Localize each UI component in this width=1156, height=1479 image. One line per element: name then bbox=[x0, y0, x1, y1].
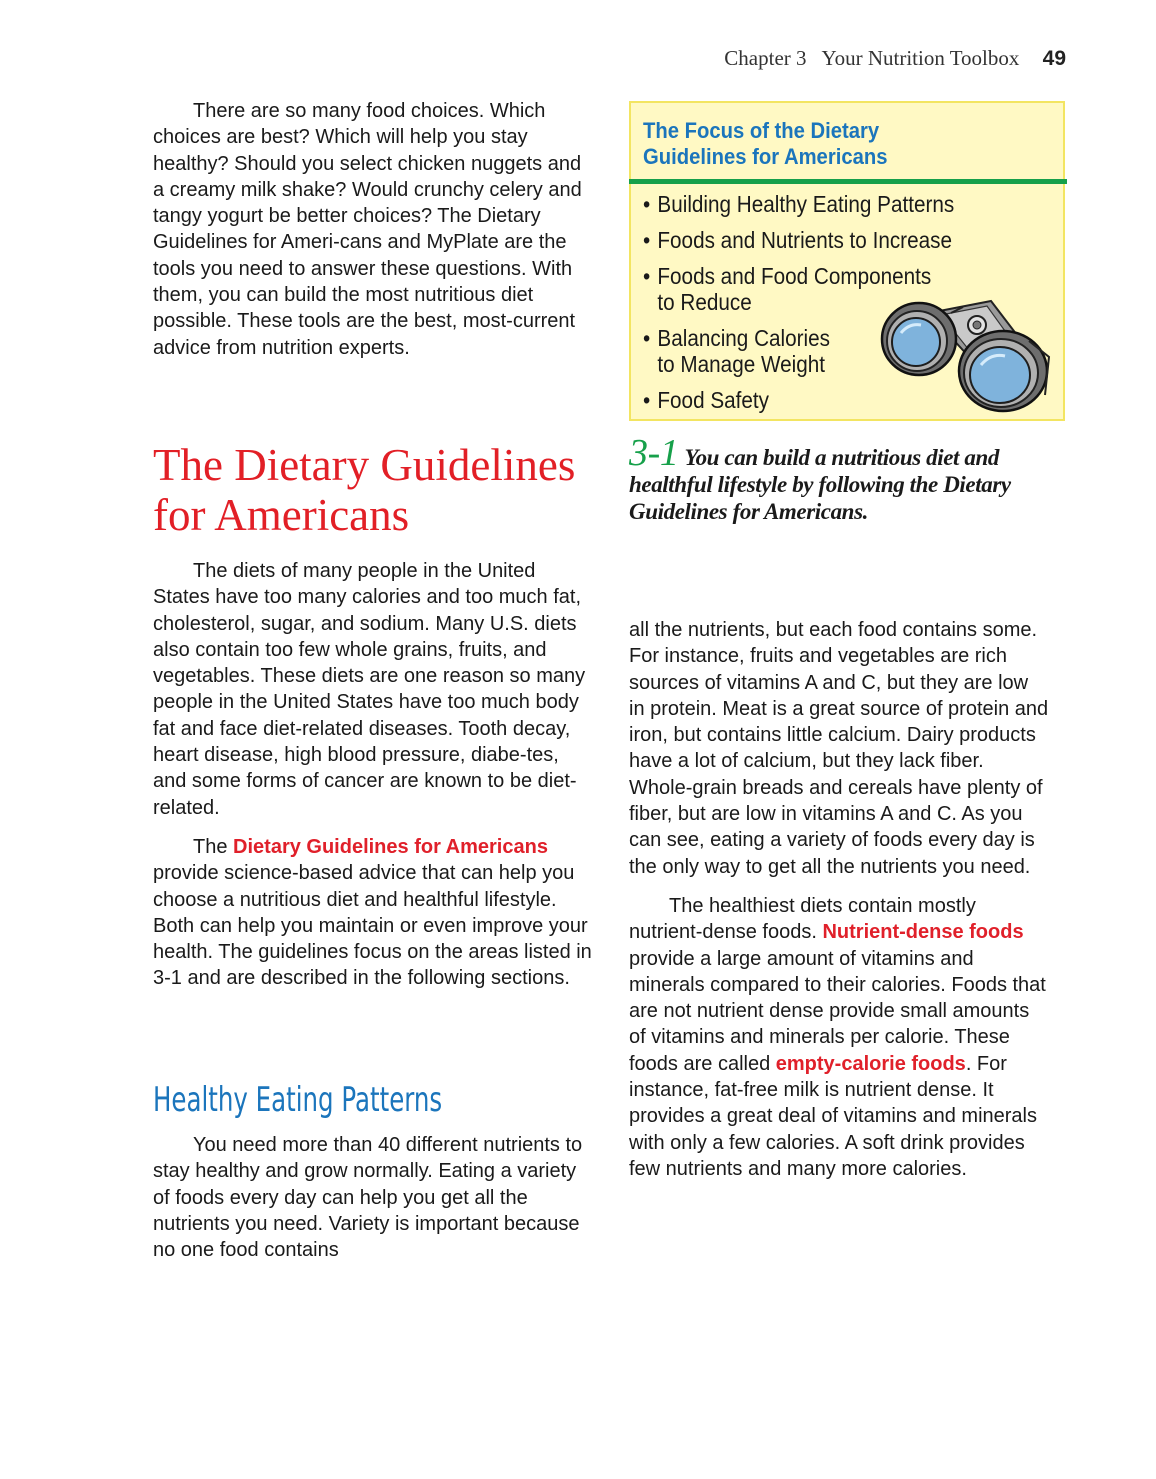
section-heading-line2: for Americans bbox=[153, 490, 410, 540]
figure-title-line1: The Focus of the Dietary bbox=[643, 118, 880, 143]
figure-title-line2: Guidelines for Americans bbox=[643, 144, 888, 169]
section-paragraph-1: The diets of many people in the United States have too many calories and too much fat, cholesterol, sugar, and sodium. Many U.S. diets also contain too few whole grains, fruits, and vegetables. These diets are one reason so many people in the United States have too much body fat and face diet-related diseases. Tooth decay, heart disease, high blood pressure, diabe-tes, and some forms of cancer are known to be diet-related. bbox=[153, 560, 586, 819]
right-paragraph-2 bbox=[629, 893, 1049, 1182]
para2-after: provide science-based advice that can help you choose a nutritious diet and healthful lifestyle. Both can help you maintain or even improve your health. The guidelines focus on the areas listed in 3-1 and are described in the following sections. bbox=[153, 862, 592, 990]
section-paragraph-2 bbox=[153, 834, 593, 992]
figure-number: 3-1 bbox=[629, 432, 679, 474]
section-heading bbox=[153, 440, 603, 540]
item-text: Foods and Food Components bbox=[657, 263, 932, 289]
figure-caption bbox=[629, 432, 1059, 525]
figure-divider bbox=[629, 179, 1067, 184]
figure-list-item bbox=[643, 227, 954, 253]
intro-paragraph: There are so many food choices. Which choices are best? Which will help you stay healthy? Should you select chicken nuggets and a creamy milk shake? Would crunchy celery and tangy yogurt be better choices? The Dietary Guidelines for Ameri-cans and MyPlate are the tools you need to answer these questions. With them, you can build the most nutritious diet possible. These tools are the best, most-current advice from nutrition experts. bbox=[153, 100, 582, 359]
para-text: . For instance, fat-free milk is nutrient dense. It provides a great deal of vitamins and minerals with only a few calories. A soft drink provides few nutrients and many more calories. bbox=[629, 1052, 1037, 1180]
right-column-body bbox=[629, 617, 1049, 1182]
item-text-cont: to Manage Weight bbox=[657, 351, 826, 377]
item-text: Food Safety bbox=[657, 387, 770, 413]
para-text: provide a large amount of vitamins and minerals compared to their calories. Foods that are not nutrient dense provide small amounts of vitamins and minerals per calorie. These foods are called bbox=[629, 947, 1046, 1075]
bullet-icon: • bbox=[643, 227, 651, 253]
intro-block bbox=[153, 98, 593, 361]
item-text: Balancing Calories bbox=[657, 325, 831, 351]
binoculars-icon bbox=[879, 295, 1059, 413]
right-paragraph-1: all the nutrients, but each food contains some. For instance, fruits and vegetables are rich sources of vitamins A and C, but they are low in protein. Meat is a great source of protein and iron, but contains little calcium. Dairy products have a lot of calcium, but they lack fiber. Whole-grain breads and cereals have plenty of fiber, but are low in vitamins A and C. As you can see, eating a variety of foods every day is the only way to get all the nutrients you need. bbox=[629, 619, 1049, 878]
figure-title bbox=[643, 118, 974, 170]
figure-list-item bbox=[643, 191, 954, 217]
page-number: 49 bbox=[1042, 47, 1066, 70]
caption-text: You can build a nutritious diet and healthful lifestyle by following the Dietary Guidelines for Americans. bbox=[629, 445, 1011, 524]
term-nutrient-dense: Nutrient-dense foods bbox=[822, 921, 1024, 944]
figure-box bbox=[629, 101, 1065, 421]
item-text: Building Healthy Eating Patterns bbox=[657, 191, 955, 217]
bullet-icon: • bbox=[643, 263, 651, 289]
section-body bbox=[153, 558, 593, 992]
para-text: The healthiest diets contain mostly nutrient-dense foods. bbox=[629, 894, 976, 944]
bullet-icon: • bbox=[643, 325, 651, 351]
chapter-title: Your Nutrition Toolbox bbox=[821, 46, 1020, 70]
subsection-paragraph: You need more than 40 different nutrients to stay healthy and grow normally. Eating a variety of foods every day can help you get all the nutrients you need. Variety is important because no one food contains bbox=[153, 1134, 583, 1262]
bullet-icon: • bbox=[643, 191, 651, 217]
running-header bbox=[724, 46, 1066, 71]
item-text-cont: to Reduce bbox=[657, 289, 752, 315]
term-empty-calorie: empty-calorie foods bbox=[775, 1052, 966, 1075]
subheading-healthy-eating: Healthy Eating Patterns bbox=[153, 1080, 443, 1120]
para2-before: The bbox=[193, 835, 234, 858]
chapter-label: Chapter 3 bbox=[724, 46, 807, 70]
section-heading-line1: The Dietary Guidelines bbox=[153, 440, 576, 490]
subsection-body bbox=[153, 1132, 593, 1263]
bullet-icon: • bbox=[643, 387, 651, 413]
item-text: Foods and Nutrients to Increase bbox=[657, 227, 952, 253]
term-dietary-guidelines: Dietary Guidelines for Americans bbox=[233, 835, 548, 858]
